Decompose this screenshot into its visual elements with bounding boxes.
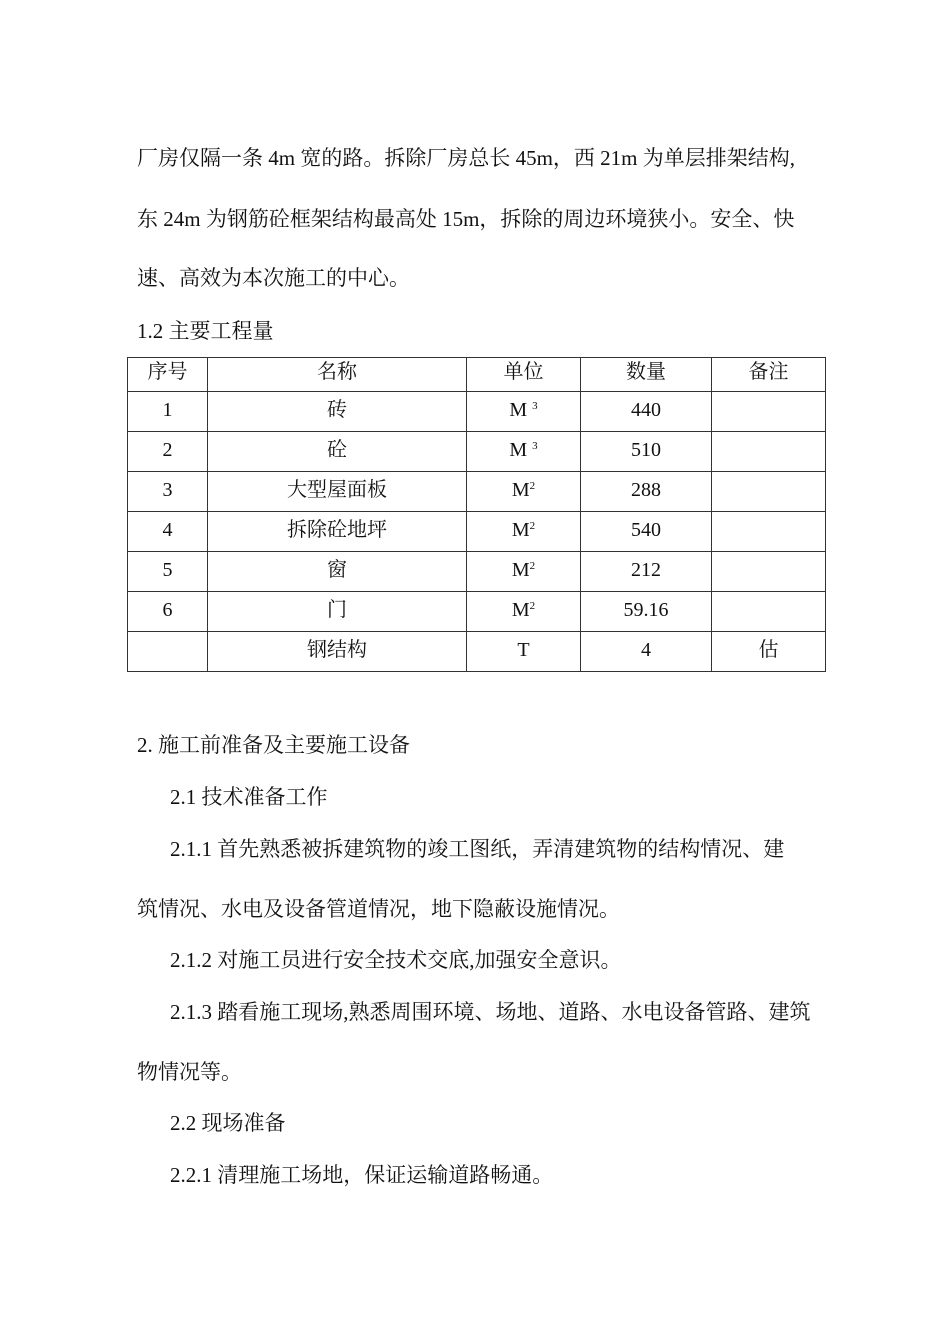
- header-cell-note: 备注: [712, 358, 826, 392]
- cell-note: [712, 552, 826, 592]
- intro-line-2: 东 24m 为钢筋砼框架结构最高处 15m，拆除的周边环境狭小。安全、快: [137, 207, 795, 231]
- table-row: [128, 472, 826, 512]
- cell-name: 大型屋面板: [208, 472, 467, 512]
- cell-no: 2: [128, 432, 208, 472]
- paragraph-2-1-3-line-1: 2.1.3 踏看施工现场,熟悉周围环境、场地、道路、水电设备管路、建筑: [170, 1000, 811, 1024]
- table-row: [128, 432, 826, 472]
- cell-name: 窗: [208, 552, 467, 592]
- subsection-heading-2-2: 2.2 现场准备: [170, 1111, 286, 1135]
- table-row: [128, 592, 826, 632]
- subsection-heading-2-1: 2.1 技术准备工作: [170, 785, 328, 809]
- unit-exponent: 3: [532, 400, 538, 412]
- section-heading-2: 2. 施工前准备及主要施工设备: [137, 733, 410, 757]
- cell-name: 拆除砼地坪: [208, 512, 467, 552]
- paragraph-2-1-2: 2.1.2 对施工员进行安全技术交底,加强安全意识。: [170, 948, 622, 972]
- intro-line-3: 速、高效为本次施工的中心。: [137, 266, 410, 290]
- unit-exponent: 2: [529, 480, 536, 492]
- section-heading-1-2: 1.2 主要工程量: [137, 319, 274, 343]
- paragraph-2-1-3-line-2: 物情况等。: [137, 1060, 242, 1084]
- unit-text: M: [511, 599, 530, 621]
- cell-no: 5: [128, 552, 208, 592]
- paragraph-2-2-1: 2.2.1 清理施工场地，保证运输道路畅通。: [170, 1163, 554, 1187]
- cell-qty: 440: [581, 392, 712, 432]
- table-row: [128, 552, 826, 592]
- unit-text: M: [509, 399, 528, 421]
- cell-qty: 212: [581, 552, 712, 592]
- table-row: [128, 392, 826, 432]
- unit-text: M: [511, 519, 530, 541]
- cell-no: 3: [128, 472, 208, 512]
- cell-qty: 4: [581, 632, 712, 672]
- intro-line-1: 厂房仅隔一条 4m 宽的路。拆除厂房总长 45m，西 21m 为单层排架结构,: [137, 146, 796, 170]
- header-cell-name: 名称: [208, 358, 467, 392]
- cell-name: 门: [208, 592, 467, 632]
- paragraph-2-1-1-line-1: 2.1.1 首先熟悉被拆建筑物的竣工图纸，弄清建筑物的结构情况、建: [170, 837, 785, 861]
- unit-exponent: 2: [529, 520, 536, 532]
- cell-unit: [467, 592, 581, 632]
- unit-exponent: 3: [532, 440, 538, 452]
- unit-text: T: [517, 639, 530, 661]
- unit-text: M: [511, 479, 530, 501]
- quantities-table: [127, 357, 826, 672]
- unit-text: M: [511, 559, 530, 581]
- cell-name: 砖: [208, 392, 467, 432]
- cell-unit: [467, 472, 581, 512]
- cell-note: [712, 512, 826, 552]
- cell-note: [712, 592, 826, 632]
- cell-no: 6: [128, 592, 208, 632]
- header-cell-qty: 数量: [581, 358, 712, 392]
- cell-qty: 288: [581, 472, 712, 512]
- cell-qty: 540: [581, 512, 712, 552]
- cell-unit: [467, 512, 581, 552]
- cell-name: 砼: [208, 432, 467, 472]
- paragraph-2-1-1-line-2: 筑情况、水电及设备管道情况，地下隐蔽设施情况。: [137, 897, 620, 921]
- cell-name: 钢结构: [208, 632, 467, 672]
- table-row: [128, 512, 826, 552]
- unit-exponent: 2: [529, 600, 536, 612]
- cell-note: [712, 392, 826, 432]
- cell-unit: [467, 552, 581, 592]
- cell-no: 4: [128, 512, 208, 552]
- header-cell-no: 序号: [128, 358, 208, 392]
- cell-note: [712, 472, 826, 512]
- cell-unit: [467, 632, 581, 672]
- cell-no: 1: [128, 392, 208, 432]
- table-row: [128, 632, 826, 672]
- cell-unit: [467, 432, 581, 472]
- unit-text: M: [509, 439, 528, 461]
- cell-qty: 59.16: [581, 592, 712, 632]
- header-cell-unit: 单位: [467, 358, 581, 392]
- table-header-row: [128, 358, 826, 392]
- cell-unit: [467, 392, 581, 432]
- cell-note: [712, 432, 826, 472]
- cell-qty: 510: [581, 432, 712, 472]
- cell-note: 估: [712, 632, 826, 672]
- unit-exponent: 2: [529, 560, 536, 572]
- cell-no: [128, 632, 208, 672]
